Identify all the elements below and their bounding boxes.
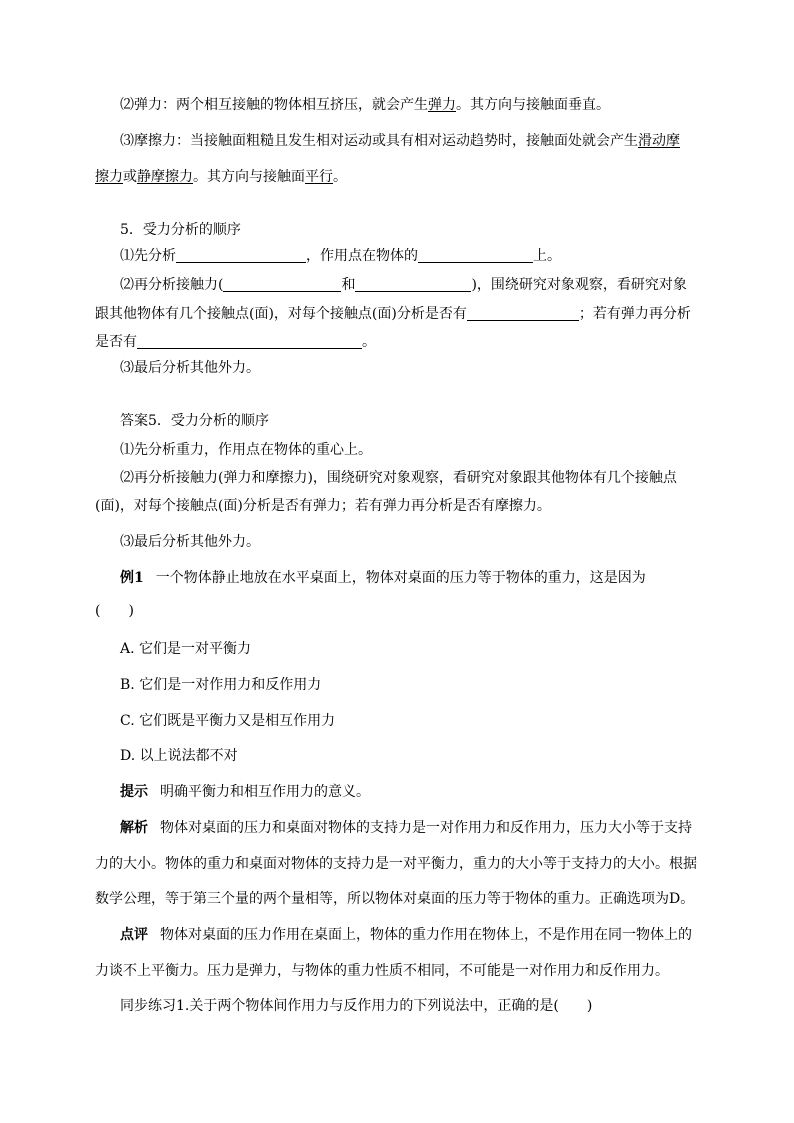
hint bbox=[120, 783, 370, 801]
solution-line-1 bbox=[120, 819, 692, 837]
note-label: 点评 bbox=[120, 927, 148, 943]
paragraph-friction-line1 bbox=[120, 132, 680, 150]
note-line-2: 力谈不上平衡力。压力是弹力，与物体的重力性质不相同，不可能是一对作用力和反作用力。 bbox=[95, 963, 669, 979]
answer-line-2: ⑵再分析接触力(弹力和摩擦力)，围绕研究对象观察，看研究对象跟其他物体有几个接触点 bbox=[120, 470, 677, 486]
text: 。其方向与接触面垂直。 bbox=[456, 97, 610, 113]
text: ，作用点在物体的 bbox=[306, 248, 418, 264]
text: 。 bbox=[362, 334, 376, 350]
text: ；若有弹力再分析 bbox=[578, 306, 691, 322]
solution-label: 解析 bbox=[120, 820, 148, 836]
fill-line-4 bbox=[95, 333, 376, 351]
text: 或 bbox=[123, 169, 137, 185]
text: 。其方向与接触面 bbox=[193, 169, 305, 185]
example-paren: ( ) bbox=[95, 603, 134, 619]
text: ⑶摩擦力：当接触面粗糙且发生相对运动或具有相对运动趋势时，接触面处就会产生 bbox=[120, 133, 638, 149]
hint-label: 提示 bbox=[120, 784, 148, 800]
example-stem bbox=[120, 569, 646, 587]
answer-line-3: (面)，对每个接触点(面)分析是否有弹力；若有弹力再分析是否有摩擦力。 bbox=[95, 498, 551, 514]
text: )，围绕研究对象观察，看研究对象 bbox=[471, 277, 687, 293]
paragraph-elastic-force bbox=[120, 96, 610, 114]
sync-exercise: 同步练习1.关于两个物体间作用力与反作用力的下列说法中，正确的是( ) bbox=[120, 998, 593, 1014]
fill-line-1 bbox=[120, 247, 561, 265]
answer-line-1: ⑴先分析重力，作用点在物体的重心上。 bbox=[120, 442, 372, 458]
option-c[interactable]: C. 它们既是平衡力又是相互作用力 bbox=[120, 713, 336, 729]
text: 和 bbox=[341, 277, 356, 293]
text: ⑵再分析接触力( bbox=[120, 277, 224, 293]
fill-line-5: ⑶最后分析其他外力。 bbox=[120, 360, 260, 376]
fill-line-2 bbox=[120, 276, 687, 294]
answer-blank[interactable] bbox=[355, 277, 471, 292]
solution-line-2: 力的大小。物体的重力和桌面对物体的支持力是一对平衡力，重力的大小等于支持力的大小。根据 bbox=[95, 856, 697, 872]
note-line-1 bbox=[120, 926, 692, 944]
answer-blank[interactable] bbox=[137, 334, 362, 349]
text: ⑵弹力：两个相互接触的物体相互挤压，就会产生 bbox=[120, 97, 428, 113]
solution-line-3: 数学公理，等于第三个量的两个量相等，所以物体对桌面的压力等于物体的重力。正确选项为D。 bbox=[95, 891, 695, 907]
text: 物体对桌面的压力作用在桌面上，物体的重力作用在物体上，不是作用在同一物体上的 bbox=[160, 927, 692, 943]
underlined-answer: 滑动摩 bbox=[638, 133, 680, 149]
fill-line-3 bbox=[95, 305, 691, 323]
option-d[interactable]: D. 以上说法都不对 bbox=[120, 748, 238, 764]
text: 。 bbox=[333, 169, 347, 185]
text: ⑴先分析 bbox=[120, 248, 176, 264]
example-label: 例1 bbox=[120, 570, 144, 586]
underlined-answer: 弹力 bbox=[428, 97, 456, 113]
text: 跟其他物体有几个接触点(面)，对每个接触点(面)分析是否有 bbox=[95, 306, 467, 322]
answer-title: 答案5．受力分析的顺序 bbox=[120, 413, 269, 429]
answer-blank[interactable] bbox=[418, 248, 533, 263]
section-title: 5．受力分析的顺序 bbox=[120, 222, 241, 238]
answer-line-4: ⑶最后分析其他外力。 bbox=[120, 534, 260, 550]
answer-blank[interactable] bbox=[176, 248, 306, 263]
text: 上。 bbox=[533, 248, 561, 264]
underlined-answer: 擦力 bbox=[95, 169, 123, 185]
paragraph-friction-line2 bbox=[95, 168, 347, 186]
underlined-answer: 静摩擦力 bbox=[137, 169, 193, 185]
option-b[interactable]: B. 它们是一对作用力和反作用力 bbox=[120, 677, 322, 693]
text: 是否有 bbox=[95, 334, 137, 350]
text: 物体对桌面的压力和桌面对物体的支持力是一对作用力和反作用力，压力大小等于支持 bbox=[160, 820, 692, 836]
answer-blank[interactable] bbox=[467, 306, 579, 321]
text: 一个物体静止地放在水平桌面上，物体对桌面的压力等于物体的重力，这是因为 bbox=[155, 570, 646, 586]
text: 明确平衡力和相互作用力的意义。 bbox=[160, 784, 370, 800]
underlined-answer: 平行 bbox=[305, 169, 333, 185]
option-a[interactable]: A. 它们是一对平衡力 bbox=[120, 641, 252, 657]
answer-blank[interactable] bbox=[223, 277, 341, 292]
